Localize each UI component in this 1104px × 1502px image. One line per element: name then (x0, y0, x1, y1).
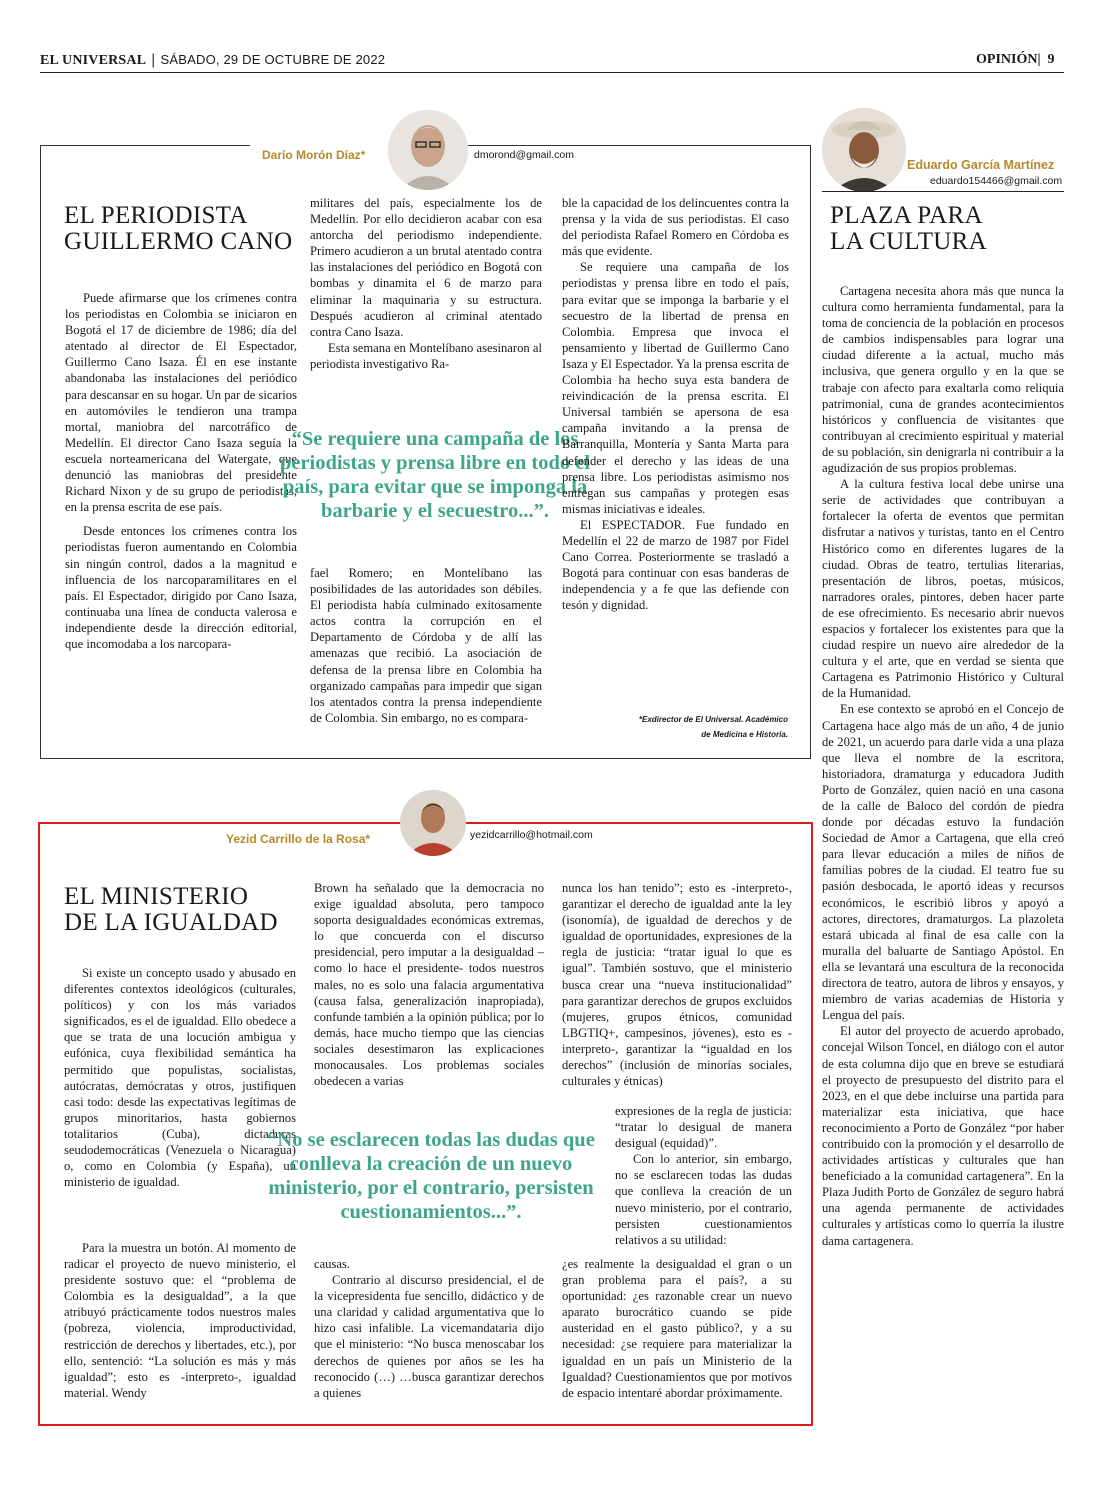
paragraph: Para la muestra un botón. Al momento de radicar el proyecto de nuevo ministerio, el presidente sostuvo que: el “problema de Colombia es la desigualdad”, a la que atribuyó prácticamente todos nuestros males (pobreza, violencia, improductividad, restricción de derechos y libertades, etc.), por ello, sentenció: “La solución es más y más igualdad”; esto es -interpreto-, igualdad material. Wendy (64, 1241, 296, 1400)
author-email-moron[interactable]: dmorond@gmail.com (474, 149, 574, 161)
paragraph: militares del país, especialmente los de Medellín. Por ello decidieron acabar con esa antorcha del periodismo independiente. Primero acudieron a un brutal atentado contra las instalaciones del periódico en Bogotá con bombas y dinamita el 6 de marzo para eliminar la maquinaria y su estructura. Después acudieron al criminal atentado contra Cano Isaza. (310, 196, 542, 339)
article3-column-2-top (314, 880, 544, 1089)
paragraph: Brown ha señalado que la democracia no exige igualdad absoluta, pero tampoco soporta desigualdades económicas extremas, lo que concuerda con el discurso presidencial, pero imputar a la desigualdad – como lo hace el presidente- todos nuestros males, no es solo una falacia argumentativa (causa falsa, generalización inapropiada), confunde también a la opinión pública; por lo demás, hace mucho tiempo que las ciencias sociales desestimaron las explicaciones monocausales. Los problemas sociales obedecen a varias (314, 881, 544, 1089)
article3-column-3-top (562, 880, 792, 1089)
author-byline-garcia: Eduardo García Martínez (907, 158, 1055, 172)
article3-column-2-bottom (314, 1256, 544, 1401)
author-email-garcia[interactable]: eduardo154466@gmail.com (930, 175, 1063, 187)
paragraph: El ESPECTADOR. Fue fundado en Medellín el 22 de marzo de 1987 por Fidel Cano Correa. Posteriormente se trasladó a Bogotá para continuar con esas banderas de independencia y a fe que las defiende con tesón y dignidad. (562, 517, 789, 613)
section-name: OPINIÓN (976, 52, 1038, 67)
title-line: GUILLERMO CANO (64, 228, 293, 255)
paragraph: fael Romero; en Montelíbano las posibilidades de las autoridades son débiles. El periodista había culminado exitosamente actos contra la corrupción en el Departamento de Córdoba y de allí las amenazas que recibió. La asociación de defensa de la prensa libre en Colombia ha organizado campañas para impedir que sigan los atentados contra la prensa independiente de Colombia. Sin embargo, no es compara- (310, 566, 542, 725)
byline-rule-garcia (822, 191, 1064, 192)
article1-column-2-bottom (310, 565, 542, 726)
page-header-right (976, 52, 1055, 68)
paragraph: nunca los han tenido”; esto es -interpreto-, garantizar el derecho de igualdad ante la ley (isonomía), de igualdad de derechos y de igualdad de oportunidades, expresiones de la regla de justicia: “tratar igual lo que es igual”. También sostuvo, que el ministerio busca crear una “nueva institucionalidad” para garantizar derechos de grupos excluidos (mujeres, grupos étnicos, comunidad LBGTIQ+, campesinos, jóvenes), esto es -interpreto-, garantizar la “igualdad en los derechos” (inclusión de minorías sociales, culturales y étnicas) (562, 881, 792, 1089)
footnote-line: *Exdirector de El Universal. Académico (638, 715, 788, 724)
article-title-igualdad (64, 884, 278, 936)
author-photo-moron (388, 110, 468, 190)
footnote-line: de Medicina e Historia. (701, 730, 788, 739)
page-number: 9 (1047, 52, 1055, 67)
header-date: SÁBADO, 29 DE OCTUBRE DE 2022 (160, 52, 386, 67)
paragraph: ble la capacidad de los delincuentes contra la prensa y la vida de sus periodistas. El caso del periodista Rafael Romero en Córdoba es más que evidente. (562, 196, 789, 259)
pull-quote-igualdad: “No se esclarecen todas las dudas que conlleva la creación de un nuevo ministerio, por el contrario, persisten cuestionamientos...”. (267, 1129, 595, 1223)
article-title-periodista (64, 203, 293, 255)
author-byline-carrillo: Yezid Carrillo de la Rosa* (226, 832, 371, 846)
paragraph: Con lo anterior, sin embargo, no se esclarecen todas las dudas que conlleva la creación de un nuevo ministerio, por el contrario, persisten cuestionamientos relativos a su utilidad: (615, 1152, 792, 1247)
title-line: DE LA IGUALDAD (64, 909, 278, 936)
author-photo-garcia (822, 108, 906, 192)
paragraph: A la cultura festiva local debe unirse una serie de actividades que contribuyan a fortalecer la oferta de eventos que permitan disfrutar a nativos y turistas, tanto en el Centro Histórico como en diferentes lugares de la ciudad. Obras de teatro, tertulias literarias, presentación de libros, poetas, músicos, narradores orales, pintores, deben hacer parte de ese ofrecimiento. Es necesario abrir nuevos espacios y fortalecer los existentes para que la ciudad respire un nuevo aire alrededor de la cultura y el arte, que en verdad se sienta que Cartagena es Patrimonio Histórico y Cultural de la Humanidad. (822, 477, 1064, 701)
header-separator: | (150, 52, 156, 68)
title-line: LA CULTURA (830, 228, 987, 255)
header-rule (40, 72, 1064, 73)
author-footnote-moron (560, 712, 788, 742)
paragraph: Cartagena necesita ahora más que nunca la cultura como herramienta fundamental, para la toma de conciencia de la población en procesos de cambios indispensables para lograr una ciudad diferente a la actual, mucho más inclusiva, que genera orgullo y en la que se trabaje con afecto para exaltarla como reliquia patrimonial, cuna de grandes acontecimientos históricos y confluencia de visitantes que contribuyan al crecimiento espiritual y material de su población, sin denigrarla ni contribuir a la agudización de sus propios problemas. (822, 284, 1064, 476)
paragraph: causas. (314, 1257, 351, 1271)
paragraph: En ese contexto se aprobó en el Concejo de Cartagena hace algo más de un año, 4 de junio de 2021, un acuerdo para darle vida a una plaza que lleva el nombre de la escritora, historiadora, dramaturga y educadora Judith Porto de González, quien nació en una casona de la calle de Baloco del cordón de piedra donde por décadas estuvo la fundación Sociedad de Amor a Cartagena, que ella creó para llevar educación a miles de niños de familias pobres de la ciudad. El teatro fue su pasión desbocada, le aportó ideas y recursos económicos, le escribió libros y apoyó a actores, directores, dramaturgos. La plazoleta estará ubicada al final de esa calle con la muralla del baluarte de Santiago Apóstol. En ella se levantará una escultura de la reconocida directora de teatro, autora de libros y ensayos, y miembro de varias academias de Historia y Lengua del país. (822, 702, 1064, 1023)
paragraph: El autor del proyecto de acuerdo aprobado, concejal Wilson Toncel, en diálogo con el autor de esta columna dijo que en breve se estudiará el proyecto de presupuesto del distrito para el 2023, en el que debe incluirse una partida para materializar esta iniciativa, que hace reconocimiento a Porto de González “por haber contribuido con la promoción y el desarrollo de actividades artísticas y culturales que han beneficiado a la comunidad cartagenera”. En la Plaza Judith Porto de González de seguro habrá una agenda permanente de actividades culturales y artísticas como lo querría la ilustre dama cartagenera. (822, 1024, 1064, 1248)
title-line: PLAZA PARA (830, 202, 983, 229)
article3-column-1-bottom (64, 1240, 296, 1401)
article1-column-2-top (310, 195, 542, 372)
article3-column-3-bottom (562, 1256, 792, 1401)
section-separator: | (1037, 52, 1041, 67)
title-line: EL MINISTERIO (64, 883, 249, 910)
article2-column (822, 283, 1064, 1249)
paragraph: Si existe un concepto usado y abusado en diferentes contextos ideológicos (culturales, políticos) y con los más variados significados, es el de igualdad. Ello obedece a que se trata de una locución ambigua y eufónica, cuya flexibilidad semántica ha permitido que populistas, socialistas, autócratas, demócratas y otros, justifiquen casi todo: desde las expectativas legítimas de grupos minoritarios, hasta gobiernos totalitarios (Cuba), dictaduras seudodemocráticas (Venezuela o Nicaragua) o, como en Colombia (y España), un ministerio de igualdad. (64, 966, 296, 1190)
paragraph: ¿es realmente la desigualdad el gran o un gran problema para el país?, a su oportunidad: ¿es razonable crear un nuevo aparato burocrático cuando se pide austeridad en el gasto público?, y a su necesidad: ¿se requiere para materializar la igualdad en un país un Ministerio de la Igualdad? Cuestionamientos que por motivos de espacio intentaré abordar próximamente. (562, 1257, 792, 1400)
author-photo-carrillo (400, 790, 466, 856)
paragraph: Contrario al discurso presidencial, el de la vicepresidenta fue sencillo, didáctico y de una claridad y calidad argumentativa que lo hizo casi infalible. La vicemandataria dijo que el ministerio: “No busca menoscabar los derechos de quienes por años se les ha reconocido (…) …busca garantizar derechos a quienes (314, 1273, 544, 1400)
paragraph: Se requiere una campaña de los periodistas y prensa libre en todo el país, para evitar que se imponga la barbarie y el secuestro de la libertad de prensa en Colombia. Empresa que invoca el pensamiento y libertad de Guillermo Cano Isaza y El Espectador. Ya la prensa escrita de Colombia ha hecho suya esta bandera de reivindicación de la prensa escrita. El Universal también se apersona de esa campaña invitando a la prensa de Barranquilla, Montería y Santa Marta para defender el derecho y las ideas de una prensa libre. Los periodistas asimismo nos entregan sus campañas y protegen esas mismas iniciativas e ideales. (562, 260, 789, 516)
article1-column-3 (562, 195, 789, 613)
pull-quote-periodista: “Se requiere una campaña de los periodistas y prensa libre en todo el país, para evitar que se imponga la barbarie y el secuestro...”. (279, 428, 591, 522)
article3-column-3-middle (615, 1103, 792, 1248)
paragraph: Desde entonces los crímenes contra los periodistas fueron aumentando en Colombia sin ningún control, dados a la magnitud e influencia de los narcoparamilitares en el país. El Espectador, dirigido por Cano Isaza, continuaba una línea de conducta valerosa e independiente desde la dirección editorial, que incomodaba a los narcopara- (65, 524, 297, 651)
article-title-plaza (830, 203, 987, 255)
author-byline-moron: Darío Morón Díaz* (262, 148, 366, 162)
paragraph: Puede afirmarse que los crímenes contra los periodistas en Colombia se iniciaron en Bogotá el 17 de diciembre de 1986; día del atentado al director de El Espectador, Guillermo Cano Isaza. Él en ese instante abandonaba las instalaciones del periódico para descansar en su hogar. Un par de sicarios en automóviles le tendieron una trampa mortal, maniobra del narcotráfico de Medellín. El director Cano Isaza seguía la escuela norteamericana del Watergate, que denunció las maniobras del presidente Richard Nixon y de su grupo de periodistas, en la prensa escrita de ese país. (65, 291, 297, 515)
title-line: EL PERIODISTA (64, 202, 248, 229)
author-email-carrillo[interactable]: yezidcarrillo@hotmail.com (470, 829, 593, 841)
paragraph: Esta semana en Montelíbano asesinaron al periodista investigativo Ra- (310, 340, 542, 371)
paragraph: expresiones de la regla de justicia: “tratar lo desigual de manera desigual (equidad)”. (615, 1104, 792, 1151)
newspaper-name: EL UNIVERSAL (40, 53, 147, 68)
page-header-left (40, 52, 385, 69)
